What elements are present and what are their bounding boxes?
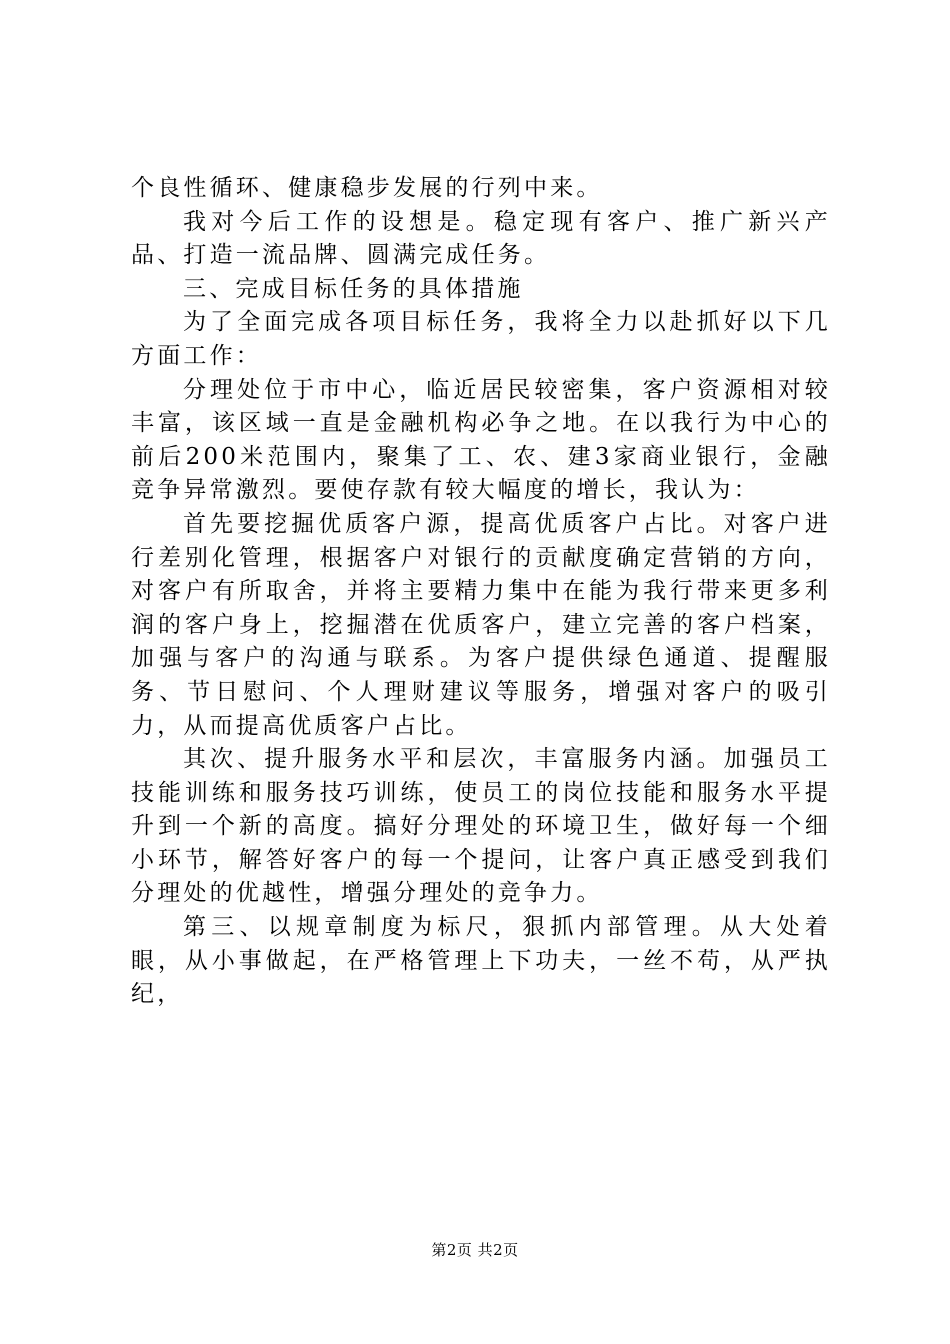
page-number-footer: 第2页 共2页 (431, 1241, 519, 1259)
paragraph-second-measure: 其次、提升服务水平和层次，丰富服务内涵。加强员工技能训练和服务技巧训练，使员工的岗位技能和服务水平提升到一个新的高度。搞好分理处的环境卫生，做好每一个细小环节，解答好客户的每一个提问，让客户真正感受到我们分理处的优越性，增强分理处的竞争力。 (131, 746, 831, 907)
paragraph-third-measure: 第三、以规章制度为标尺，狠抓内部管理。从大处着眼，从小事做起，在严格管理上下功夫，一丝不苟，从严执纪， (131, 914, 831, 1008)
paragraph-continuation: 个良性循环、健康稳步发展的行列中来。 (131, 175, 603, 201)
paragraph-first-measure: 首先要挖掘优质客户源，提高优质客户占比。对客户进行差别化管理，根据客户对银行的贡献度确定营销的方向，对客户有所取舍，并将主要精力集中在能为我行带来更多利润的客户身上，挖掘潜在优质客户，建立完善的客户档案，加强与客户的沟通与联系。为客户提供绿色通道、提醒服务、节日慰问、个人理财建议等服务，增强对客户的吸引力，从而提高优质客户占比。 (131, 510, 831, 739)
paragraph-plan: 我对今后工作的设想是。稳定现有客户、推广新兴产品、打造一流品牌、圆满完成任务。 (131, 208, 831, 269)
paragraph-location: 分理处位于市中心，临近居民较密集，客户资源相对较丰富，该区域一直是金融机构必争之地。在以我行为中心的前后200米范围内，聚集了工、农、建3家商业银行，金融竞争异常激烈。要使存款有较大幅度的增长，我认为： (131, 376, 831, 504)
document-body (131, 172, 831, 1012)
section-heading: 三、完成目标任务的具体措施 (183, 275, 524, 302)
paragraph-intro: 为了全面完成各项目标任务，我将全力以赴抓好以下几方面工作： (131, 309, 831, 369)
